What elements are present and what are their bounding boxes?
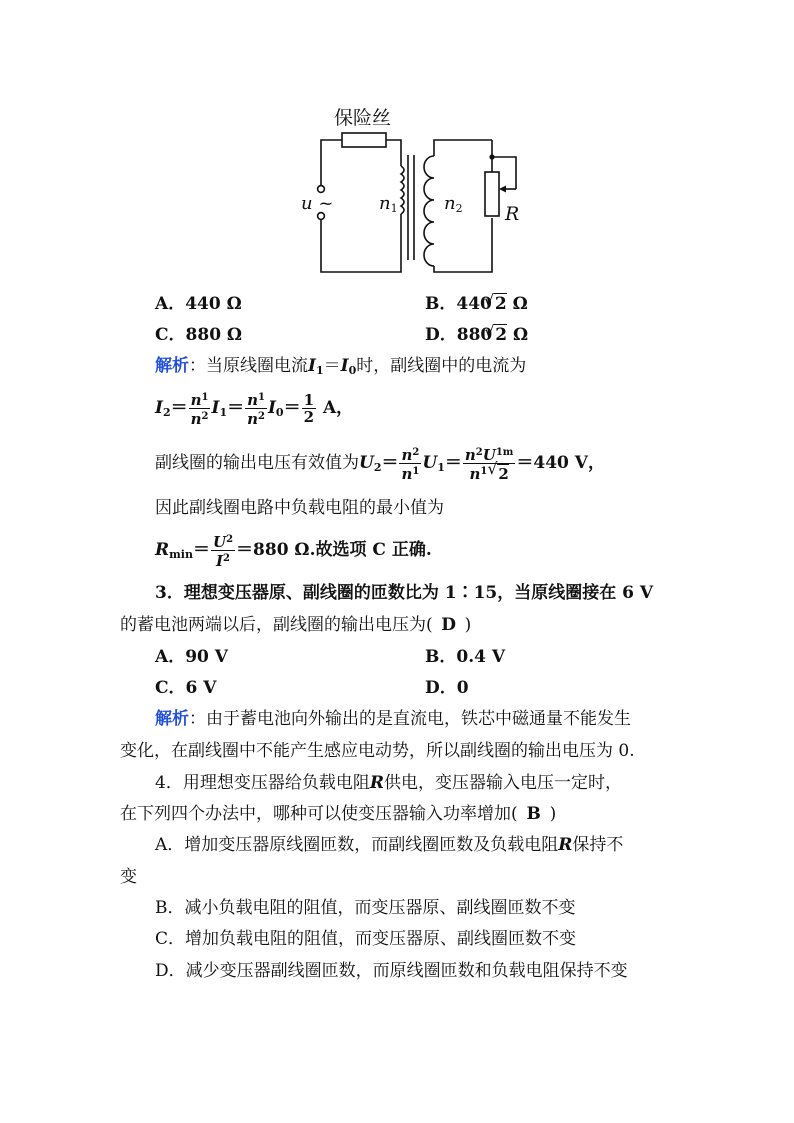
secondary-wire-bottom — [434, 218, 492, 272]
q4-stem-line1: 4．用理想变压器给负载电阻R供电，变压器输入电压一定时， — [155, 773, 622, 793]
q4-option-a: A．增加变压器原线圈匝数，而副线圈匝数及负载电阻R保持不 — [155, 835, 624, 855]
q3-analysis-line1: 解析：由于蓄电池向外输出的是直流电，铁芯中磁通量不能发生 — [155, 709, 631, 729]
n1-label: $n_1$ — [379, 193, 398, 215]
secondary-coil-n2 — [424, 156, 434, 266]
q3-answer: D — [441, 615, 457, 635]
primary-coil-n1 — [401, 166, 404, 214]
q2-analysis-line4: 因此副线圈电路中负载电阻的最小值为 — [155, 498, 444, 518]
analysis-label: 解析 — [155, 356, 189, 376]
q4-stem-line2: 在下列四个办法中，哪种可以使变压器输入功率增加( B ) — [120, 804, 557, 824]
slider-wire — [492, 157, 516, 189]
q2-option-a: A．440 Ω — [155, 294, 242, 314]
q4-option-d: D．减少变压器副线圈匝数，而原线圈匝数和负载电阻保持不变 — [155, 961, 628, 981]
q2-resistance-equation: $R_{min}=$ $\frac{U^2}{I^2}$ ＝880 Ω.故选项 C 正确. — [155, 533, 432, 570]
transformer-circuit-diagram — [290, 100, 520, 280]
r-label: R — [505, 203, 520, 225]
q3-option-c: C．6 V — [155, 678, 217, 698]
q2-voltage-equation: 副线圈的输出电压有效值为$U_2=$ $\frac{n^2}{n^1}$ $U_1=$ $\frac{n^2U^{1m}}{n^1√ 2}$ ＝440 V， — [155, 438, 605, 493]
source-label: u ~ — [301, 193, 334, 214]
rheostat-R — [485, 172, 499, 216]
primary-wire-top-right — [386, 140, 401, 166]
junction-dot — [489, 154, 494, 159]
primary-wire-bottom — [321, 214, 401, 272]
n2-label: $n_2$ — [444, 193, 463, 215]
primary-wire-top — [321, 140, 342, 186]
q4-option-b: B．减小负载电阻的阻值，而变压器原、副线圈匝数不变 — [155, 898, 576, 918]
q4-option-a-cont: 变 — [120, 867, 137, 887]
q2-option-b: B．440√ 2 Ω — [425, 293, 528, 315]
slider-arrow-head — [499, 186, 506, 193]
q3-analysis-line2: 变化，在副线圈中不能产生感应电动势，所以副线圈的输出电压为 0. — [120, 741, 635, 761]
analysis-label: 解析 — [155, 709, 189, 729]
fuse-label: 保险丝 — [334, 107, 392, 129]
q2-option-c: C．880 Ω — [155, 325, 243, 345]
terminal-top — [318, 186, 325, 193]
q4-answer: B — [526, 804, 541, 824]
q3-option-d: D．0 — [425, 678, 469, 698]
q2-option-d: D．880√ 2 Ω — [425, 324, 528, 346]
secondary-wire-top — [434, 140, 492, 156]
q3-option-a: A．90 V — [155, 647, 228, 667]
q4-option-c: C．增加负载电阻的阻值，而变压器原、副线圈匝数不变 — [155, 929, 577, 949]
q2-analysis-line1: 解析：当原线圈电流$I_1=I_0$时，副线圈中的电流为 — [155, 356, 527, 377]
q3-stem-line1: 3．理想变压器原、副线圈的匝数比为 1∶15，当原线圈接在 6 V — [155, 583, 654, 603]
q3-option-b: B．0.4 V — [425, 647, 506, 667]
q2-current-equation: $I_2=$ $\frac{n^1}{n^2}$ $I_1=$ $\frac{n^1}{n^2}$ $I_0=$ $\frac{1}{2}$ A， — [155, 391, 354, 428]
q3-stem-line2: 的蓄电池两端以后，副线圈的输出电压为( D ) — [120, 615, 472, 635]
fuse-symbol — [342, 133, 386, 147]
